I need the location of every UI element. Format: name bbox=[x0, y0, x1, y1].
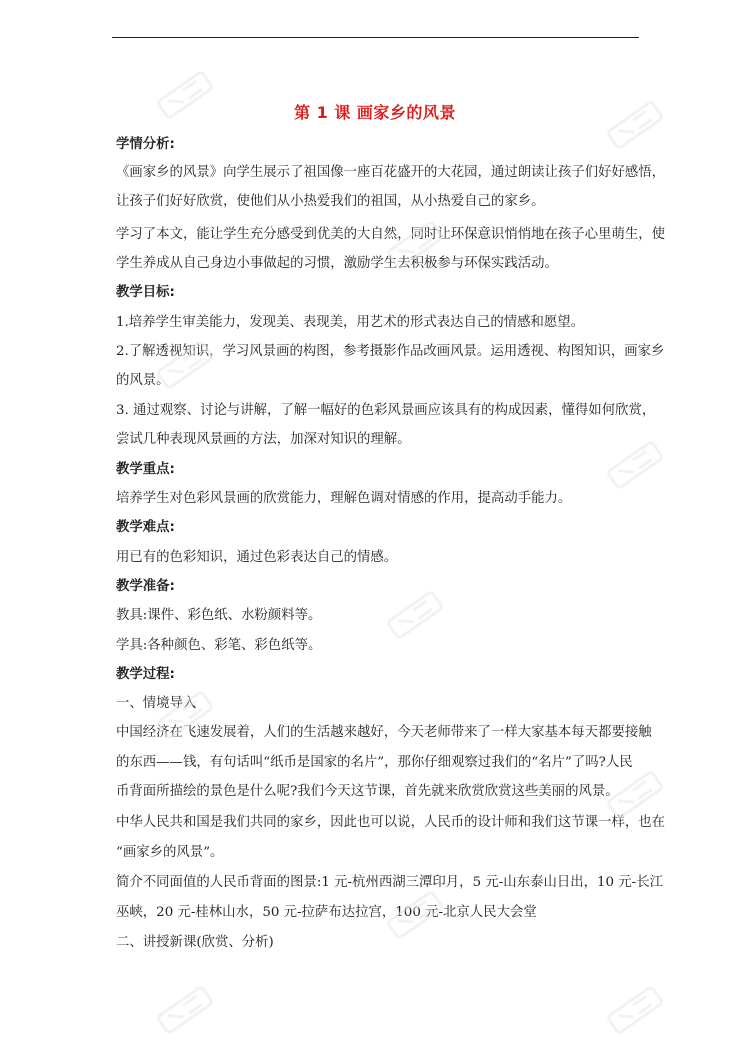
brand-watermark-icon bbox=[380, 580, 450, 650]
paragraph-line: 让孩子们好好欣赏，使他们从小热爱我们的祖国，从小热爱自己的家乡。 bbox=[116, 194, 545, 209]
paragraph-line: 学习了本文，能让学生充分感受到优美的大自然，同时让环保意识悄悄地在孩子心里萌生，使 bbox=[116, 227, 666, 242]
section-heading-goals: 教学目标: bbox=[116, 285, 175, 300]
paragraph-line: 中华人民共和国是我们共同的家乡，因此也可以说，人民币的设计师和我们这节课一样，也在 bbox=[116, 815, 666, 830]
paragraph-line: 教具:课件、彩色纸、水粉颜料等。 bbox=[116, 608, 322, 623]
brand-watermark-icon bbox=[600, 975, 670, 1045]
paragraph-line: 巫峡，20 元-桂林山水，50 元-拉萨布达拉宫，100 元-北京人民大会堂 bbox=[116, 905, 537, 920]
paragraph-line: 《画家乡的风景》向学生展示了祖国像一座百花盛开的大花园，通过朗读让孩子们好好感悟， bbox=[116, 165, 666, 180]
lesson-title: 第 1 课 画家乡的风景 bbox=[294, 103, 456, 122]
section-heading-process: 教学过程: bbox=[116, 667, 175, 682]
paragraph-line: 1.培养学生审美能力，发现美、表现美，用艺术的形式表达自己的情感和愿望。 bbox=[116, 315, 585, 330]
paragraph-line: 的风景。 bbox=[116, 373, 170, 388]
paragraph-line: 学生养成从自己身边小事做起的习惯，激励学生去积极参与环保实践活动。 bbox=[116, 256, 558, 271]
paragraph-line: 学具:各种颜色、彩笔、彩色纸等。 bbox=[116, 638, 322, 653]
paragraph-line: 币背面所描绘的景色是什么呢?我们今天这节课，首先就来欣赏欣赏这些美丽的风景。 bbox=[116, 784, 619, 799]
subsection-heading: 二、讲授新课(欣赏、分析) bbox=[116, 935, 274, 950]
brand-watermark-icon bbox=[150, 975, 220, 1045]
paragraph-line: 2.了解透视知识，学习风景画的构图，参考摄影作品改画风景。运用透视、构图知识，画家乡 bbox=[116, 344, 665, 359]
section-heading-key-points: 教学重点: bbox=[116, 462, 175, 477]
paragraph-line: 中国经济在飞速发展着，人们的生活越来越好，今天老师带来了一样大家基本每天都要接触 bbox=[116, 725, 652, 740]
header-rule bbox=[112, 37, 639, 38]
paragraph-line: 的东西——钱，有句话叫“纸币是国家的名片”，那你仔细观察过我们的“名片”了吗?人民 bbox=[116, 755, 633, 770]
section-heading-preparation: 教学准备: bbox=[116, 579, 175, 594]
paragraph-line: 培养学生对色彩风景画的欣赏能力，理解色调对情感的作用，提高动手能力。 bbox=[116, 491, 572, 506]
section-heading-analysis: 学情分析: bbox=[116, 137, 175, 152]
section-heading-difficulties: 教学难点: bbox=[116, 520, 175, 535]
subsection-heading: 一、情境导入 bbox=[116, 696, 197, 711]
paragraph-line: 3. 通过观察、讨论与讲解，了解一幅好的色彩风景画应该具有的构成因素，懂得如何欣赏， bbox=[116, 403, 656, 418]
paragraph-line: “画家乡的风景”。 bbox=[116, 845, 224, 860]
paragraph-line: 用已有的色彩知识，通过色彩表达自己的情感。 bbox=[116, 550, 398, 565]
paragraph-line: 尝试几种表现风景画的方法，加深对知识的理解。 bbox=[116, 432, 411, 447]
paragraph-line: 简介不同面值的人民币背面的图景:1 元-杭州西湖三潭印月，5 元-山东泰山日出，10 元-长江 bbox=[116, 875, 663, 890]
brand-watermark-icon bbox=[600, 430, 670, 500]
